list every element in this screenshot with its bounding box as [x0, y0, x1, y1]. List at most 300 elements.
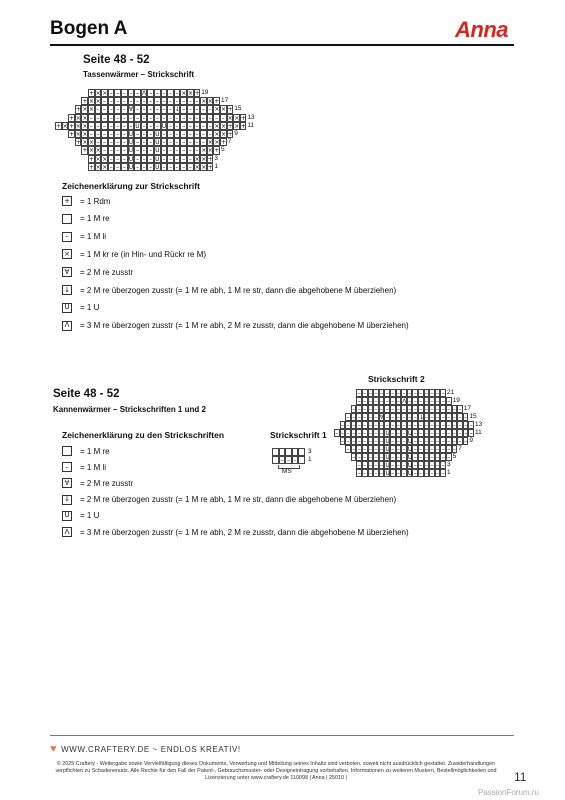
- chart-cell: –: [424, 470, 428, 477]
- chart-cell: –: [441, 406, 445, 413]
- chart-cell: ×: [95, 155, 101, 163]
- legend-text: = 1 Rdm: [80, 196, 111, 206]
- chart-cell: –: [396, 398, 400, 405]
- chart-cell: –: [122, 98, 126, 106]
- legal-notice: © 2025 Craftery - Weitergabe sowie Vervielfältigung dieses Dokuments, Verwertung und Mitteilung seines Inhalts sind verboten, soweit nicht ausdrücklich gestattet. Zuwiderhandlungen verpflichten zu Schadenersatz. Alle Rechte für den Fall der Patent-, Gebrauchsmuster- oder Designeintragung vorbehalten. Informationen zu weiteren Mustern, Bestellmöglichkeiten und Lizenzierung unter www.craftery.de 110098 | Anna | 25010 |: [55, 761, 497, 781]
- chart-cell: –: [363, 470, 367, 477]
- chart-cell: –: [142, 106, 146, 114]
- section2-subheading: Kannenwärmer – Strickschriften 1 und 2: [53, 405, 206, 414]
- chart-cell: –: [135, 155, 139, 163]
- chart-cell: +: [82, 98, 88, 106]
- chart-cell: –: [419, 398, 423, 405]
- chart-cell: –: [162, 98, 166, 106]
- section1-legend-item: [62, 249, 206, 259]
- chart-cell: U: [128, 163, 134, 171]
- chart-cell: –: [175, 139, 179, 147]
- chart-cell: U: [128, 155, 134, 163]
- chart-cell: –: [149, 163, 153, 171]
- chart-cell: –: [135, 131, 139, 138]
- section2-legend-title: Zeichenerklärung zu den Strickschriften: [62, 430, 225, 440]
- knit-symbol-icon: ↓: [62, 285, 72, 295]
- chart-cell: –: [346, 446, 350, 453]
- chart-cell: –: [363, 414, 367, 421]
- chart-cell: –: [175, 114, 179, 122]
- chart-cell: –: [368, 470, 372, 477]
- chart-cell: –: [195, 106, 199, 114]
- chart-cell: –: [436, 398, 440, 405]
- chart-cell: –: [419, 454, 423, 461]
- chart-cell: +: [69, 114, 75, 122]
- chart-cell: –: [436, 390, 440, 397]
- chart-cell: ×: [194, 163, 200, 171]
- knit-symbol-icon: Λ: [62, 321, 72, 331]
- chart-cell: –: [109, 122, 113, 130]
- chart-cell: –: [96, 139, 100, 147]
- chart-cell: –: [430, 430, 434, 437]
- chart-cell: –: [129, 114, 133, 122]
- legend-text: = 1 U: [80, 303, 100, 313]
- chart-cell: –: [430, 398, 434, 405]
- chart-cell: –: [363, 438, 367, 445]
- knit-symbol-icon: [62, 446, 72, 456]
- row-number: 13: [247, 113, 255, 121]
- chart-cell: –: [116, 98, 120, 106]
- chart-cell: –: [402, 414, 406, 421]
- knit-symbol-icon: ↓: [62, 495, 72, 505]
- chart-cell: –: [391, 446, 395, 453]
- chart-cell: –: [436, 414, 440, 421]
- chart-cell: –: [109, 147, 113, 155]
- chart-cell: ×: [214, 106, 220, 114]
- chart-cell: –: [441, 462, 445, 469]
- chart-cell: –: [391, 422, 395, 429]
- ms-label: MS: [282, 468, 292, 475]
- chart-cell: –: [430, 390, 434, 397]
- chart-cell: –: [402, 422, 406, 429]
- chart-cell: –: [182, 155, 186, 163]
- knit-symbol-icon: U: [62, 511, 72, 521]
- chart-cell: –: [441, 390, 445, 397]
- chart-cell: –: [430, 422, 434, 429]
- chart-cell: –: [116, 131, 120, 138]
- chart-cell: –: [116, 155, 120, 163]
- chart-cell: –: [441, 454, 445, 461]
- chart-cell: –: [396, 438, 400, 445]
- row-number: 1: [447, 469, 451, 476]
- chart2-label: Strickschrift 2: [368, 374, 425, 384]
- chart-cell: U: [155, 147, 160, 155]
- chart-cell: –: [430, 406, 434, 413]
- chart-cell: ×: [234, 114, 240, 122]
- chart-cell: –: [424, 438, 428, 445]
- chart-cell: –: [89, 131, 93, 138]
- chart-cell: ×: [221, 122, 227, 130]
- chart-cell: –: [175, 131, 179, 138]
- chart-cell: –: [142, 139, 146, 147]
- chart-cell: –: [357, 454, 361, 461]
- chart-cell: U: [385, 430, 390, 437]
- chart-cell: –: [424, 390, 428, 397]
- chart-cell: ×: [89, 147, 95, 155]
- chart-cell: –: [380, 454, 384, 461]
- chart-cell: –: [413, 414, 417, 421]
- chart-cell: –: [352, 422, 356, 429]
- chart-cell: –: [208, 106, 212, 114]
- chart-cell: –: [374, 454, 378, 461]
- chart-cell: –: [182, 131, 186, 138]
- chart-cell: ×: [207, 139, 213, 147]
- section2-legend-item: [62, 527, 409, 537]
- chart-cell: ×: [89, 139, 95, 147]
- chart-cell: +: [89, 90, 95, 97]
- section2-legend-item: [62, 462, 106, 472]
- chart-cell: –: [116, 106, 120, 114]
- chart-cell: –: [188, 155, 192, 163]
- chart-cell: U: [385, 446, 390, 453]
- chart-cell: [298, 448, 305, 456]
- chart-cell: –: [162, 114, 166, 122]
- chart-cell: –: [116, 114, 120, 122]
- chart-cell: –: [142, 114, 146, 122]
- chart-cell: –: [116, 163, 120, 171]
- legend-text: = 2 M re zusstr: [80, 478, 134, 488]
- chart-cell: –: [175, 98, 179, 106]
- chart-cell: –: [352, 414, 356, 421]
- chart-cell: –: [447, 446, 451, 453]
- chart-cell: U: [155, 131, 160, 138]
- chart-cell: –: [447, 454, 451, 461]
- chart-cell: –: [424, 398, 428, 405]
- chart-cell: U: [407, 470, 413, 477]
- watermark: PassionForum.ru: [478, 788, 539, 797]
- chart-cell: –: [168, 147, 172, 155]
- chart-cell: –: [149, 131, 153, 138]
- row-number: 15: [469, 413, 477, 420]
- chart-cell: –: [374, 414, 378, 421]
- chart-cell: –: [175, 163, 179, 171]
- chart-cell: –: [408, 422, 412, 429]
- chart-cell: –: [162, 106, 166, 114]
- chart-cell: –: [116, 122, 120, 130]
- chart-cell: –: [188, 122, 192, 130]
- craftery-tagline: [50, 743, 241, 755]
- chart-cell: +: [194, 90, 200, 97]
- chart-cell: –: [458, 414, 462, 421]
- row-number: 17: [221, 97, 229, 105]
- chart-cell: –: [149, 139, 153, 147]
- chart-cell: ×: [214, 122, 220, 130]
- chart-cell: –: [363, 454, 367, 461]
- chart-cell: ×: [221, 106, 227, 114]
- chart-cell: ×: [82, 139, 88, 147]
- chart-cell: +: [227, 122, 233, 130]
- page-title: Bogen A: [50, 18, 128, 39]
- chart-cell: –: [391, 430, 395, 437]
- chart-cell: –: [357, 470, 361, 477]
- chart-cell: –: [413, 446, 417, 453]
- chart-cell: –: [413, 406, 417, 413]
- chart-cell: –: [89, 114, 93, 122]
- chart-cell: –: [96, 131, 100, 138]
- chart-cell: –: [340, 438, 344, 445]
- chart-cell: –: [391, 414, 395, 421]
- chart-cell: –: [346, 438, 350, 445]
- section1-legend-item: [62, 321, 409, 331]
- chart-cell: –: [363, 430, 367, 437]
- chart-cell: ×: [207, 98, 213, 106]
- chart-cell: –: [419, 390, 423, 397]
- chart-cell: ×: [82, 122, 88, 130]
- chart-cell: –: [408, 406, 412, 413]
- chart-cell: –: [175, 90, 179, 97]
- chart-cell: +: [227, 131, 233, 138]
- chart-cell: –: [162, 147, 166, 155]
- chart-cell: –: [402, 390, 406, 397]
- chart-cell: –: [122, 155, 126, 163]
- chart-cell: –: [168, 139, 172, 147]
- row-number: 19: [452, 397, 460, 404]
- chart-cell: U: [385, 438, 390, 445]
- chart-cell: –: [441, 446, 445, 453]
- section1-legend-item: [62, 214, 110, 224]
- chart-cell: –: [408, 414, 412, 421]
- chart-cell: –: [162, 155, 166, 163]
- row-number: 3: [214, 154, 219, 162]
- chart-cell: –: [374, 470, 378, 477]
- chart-cell: –: [195, 98, 199, 106]
- chart-cell: –: [436, 438, 440, 445]
- chart-cell: –: [452, 446, 456, 453]
- chart-cell: –: [142, 155, 146, 163]
- chart-cell: –: [368, 406, 372, 413]
- legend-text: = 3 M re überzogen zusstr (= 1 M re abh, 2 M re zusstr, dann die abgehobene M überziehen): [80, 321, 409, 331]
- section2-legend-item: [62, 511, 99, 521]
- chart-cell: –: [122, 131, 126, 138]
- chart-cell: –: [368, 462, 372, 469]
- chart-cell: ×: [102, 90, 108, 97]
- chart-cell: +: [56, 122, 62, 130]
- chart-cell: –: [135, 139, 139, 147]
- chart-cell: –: [96, 114, 100, 122]
- chart-cell: –: [402, 430, 406, 437]
- chart-cell: –: [396, 470, 400, 477]
- chart-cell: –: [374, 430, 378, 437]
- chart-cell: –: [149, 106, 153, 114]
- chart-cell: –: [402, 446, 406, 453]
- chart-cell: –: [122, 122, 126, 130]
- chart-cell: –: [413, 470, 417, 477]
- chart-cell: –: [391, 454, 395, 461]
- chart-cell: –: [374, 438, 378, 445]
- chart-cell: ×: [102, 155, 108, 163]
- chart-cell: –: [109, 163, 113, 171]
- chart-cell: –: [424, 430, 428, 437]
- row-number: 9: [234, 130, 238, 137]
- chart-cell: –: [357, 414, 361, 421]
- chart-cell: –: [208, 114, 212, 122]
- chart-cell: –: [436, 462, 440, 469]
- chart-cell: –: [469, 430, 473, 437]
- chart-cell: U: [407, 438, 413, 445]
- chart-cell: –: [155, 114, 159, 122]
- chart-cell: –: [419, 470, 423, 477]
- chart-cell: [292, 448, 299, 456]
- chart-cell: –: [374, 422, 378, 429]
- chart-cell: +: [89, 163, 95, 171]
- chart-cell: [298, 456, 305, 464]
- chart-cell: –: [396, 446, 400, 453]
- chart-cell: –: [188, 139, 192, 147]
- chart-cell: –: [419, 446, 423, 453]
- chart-cell: –: [385, 406, 389, 413]
- knit-symbol-icon: U: [62, 303, 72, 313]
- chart-cell: –: [419, 462, 423, 469]
- chart-cell: –: [447, 438, 451, 445]
- chart-cell: –: [436, 470, 440, 477]
- legend-text: = 2 M re überzogen zusstr (= 1 M re abh, 1 M re str, dann die abgehobene M überziehen): [80, 285, 397, 295]
- chart-cell: –: [424, 406, 428, 413]
- knit-symbol-icon: +: [62, 196, 72, 206]
- chart-cell: –: [447, 430, 451, 437]
- chart-cell: –: [195, 122, 199, 130]
- legend-text: = 1 M li: [80, 462, 107, 472]
- chart-cell: –: [413, 438, 417, 445]
- chart-cell: U: [407, 446, 413, 453]
- chart-cell: –: [357, 438, 361, 445]
- chart-cell: –: [109, 106, 113, 114]
- chart-cell: +: [75, 139, 81, 147]
- chart-cell: ×: [82, 114, 88, 122]
- row-number: 5: [452, 453, 457, 460]
- chart-cell: –: [129, 98, 133, 106]
- chart-cell: ×: [227, 114, 233, 122]
- chart-cell: U: [385, 470, 390, 477]
- chart-cell: –: [469, 422, 473, 429]
- chart-cell: –: [102, 147, 106, 155]
- chart-cell: –: [380, 398, 384, 405]
- chart-cell: –: [374, 390, 378, 397]
- chart-cell: –: [352, 430, 356, 437]
- chart-cell: U: [155, 163, 160, 171]
- chart-cell: –: [149, 98, 153, 106]
- chart-cell: –: [380, 390, 384, 397]
- chart-cell: –: [402, 454, 406, 461]
- chart-cell: –: [441, 422, 445, 429]
- chart-cell: –: [464, 430, 468, 437]
- knit-symbol-icon: [62, 214, 72, 224]
- chart-cell: Λ: [402, 398, 407, 405]
- chart-cell: –: [385, 422, 389, 429]
- legend-text: = 1 M re: [80, 446, 110, 456]
- chart-cell: U: [385, 462, 390, 469]
- chart-cell: –: [109, 139, 113, 147]
- chart-cell: –: [363, 398, 367, 405]
- chart-cell: –: [188, 114, 192, 122]
- chart-cell: –: [430, 454, 434, 461]
- footer-divider: [50, 735, 514, 736]
- chart-cell: –: [424, 414, 428, 421]
- chart-cell: –: [441, 470, 445, 477]
- chart-cell: –: [402, 406, 406, 413]
- chart-cell: –: [391, 398, 395, 405]
- craftery-text: WWW.CRAFTERY.DE ~ ENDLOS KREATIV!: [61, 744, 241, 754]
- chart-cell: –: [175, 155, 179, 163]
- chart-cell: –: [129, 90, 133, 97]
- chart-cell: [285, 448, 292, 456]
- chart-cell: U: [155, 155, 160, 163]
- chart-cell: –: [175, 122, 179, 130]
- chart-cell: +: [214, 98, 220, 106]
- chart-cell: ×: [95, 90, 101, 97]
- chart-cell: ×: [221, 131, 227, 138]
- chart-cell: –: [109, 114, 113, 122]
- chart-cell: –: [142, 122, 146, 130]
- chart-cell: –: [402, 462, 406, 469]
- chart-cell: +: [75, 106, 81, 114]
- chart-cell: –: [464, 438, 468, 445]
- section2-legend-item: [62, 446, 110, 456]
- chart-cell: –: [357, 390, 361, 397]
- chart-cell: –: [430, 446, 434, 453]
- row-number: 19: [201, 89, 209, 96]
- section2-legend-item: [62, 478, 133, 488]
- chart-cell: –: [346, 422, 350, 429]
- section1-legend-item: [62, 303, 99, 313]
- chart-cell: –: [162, 131, 166, 138]
- chart-cell: –: [201, 114, 205, 122]
- chart-cell: –: [391, 406, 395, 413]
- chart-cell: –: [149, 155, 153, 163]
- chart-cell: ×: [75, 131, 81, 138]
- chart-cell: –: [419, 406, 423, 413]
- chart-cell: –: [142, 163, 146, 171]
- chart-cell: –: [102, 131, 106, 138]
- row-number: 1: [308, 456, 312, 463]
- chart-cell: –: [419, 430, 423, 437]
- chart-cell: ×: [95, 98, 101, 106]
- chart-cell: ×: [194, 155, 200, 163]
- chart-cell: –: [357, 406, 361, 413]
- chart-cell: –: [162, 139, 166, 147]
- row-number: 7: [227, 138, 232, 146]
- chart-cell: –: [385, 414, 389, 421]
- chart-cell: –: [385, 398, 389, 405]
- chart-cell: ×: [214, 131, 220, 138]
- chart-cell: +: [221, 139, 227, 147]
- chart-cell: –: [368, 398, 372, 405]
- chart-cell: –: [116, 147, 120, 155]
- chart-cell: U: [128, 131, 134, 138]
- chart-cell: –: [201, 139, 205, 147]
- chart-cell: U: [135, 122, 140, 130]
- chart-cell: –: [430, 438, 434, 445]
- chart-cell: –: [363, 406, 367, 413]
- chart-cell: –: [368, 390, 372, 397]
- chart-cell: –: [116, 139, 120, 147]
- chart-cell: –: [155, 98, 159, 106]
- chart-cell: –: [102, 122, 106, 130]
- chart-cell: –: [357, 398, 361, 405]
- chart-cell: ×: [89, 98, 95, 106]
- chart-cell: –: [363, 462, 367, 469]
- section1-legend-item: [62, 232, 106, 242]
- chart-cell: –: [201, 122, 205, 130]
- chart-cell: –: [149, 122, 153, 130]
- row-number: 21: [447, 389, 455, 396]
- chart-cell: –: [464, 422, 468, 429]
- legend-text: = 1 M kr re (in Hin- und Rückr re M): [80, 249, 207, 259]
- chart-cell: –: [201, 131, 205, 138]
